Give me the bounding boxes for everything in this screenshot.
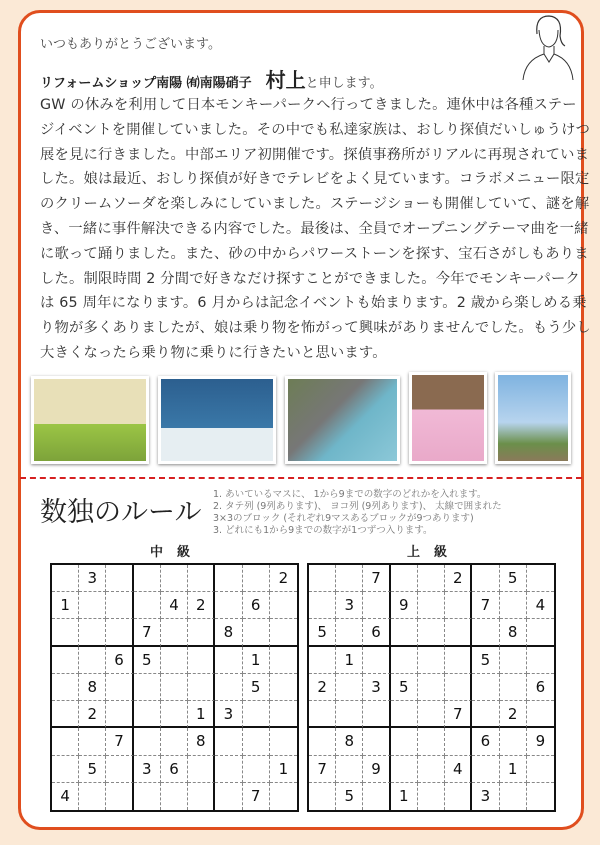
sudoku-empty-cell[interactable] <box>161 674 188 701</box>
sudoku-empty-cell[interactable] <box>336 619 363 646</box>
paragraph-line: した。娘は最近、おしり探偵が好きでテレビをよく見ています。コラボメニュー限定 <box>40 171 590 188</box>
sudoku-given-cell: 1 <box>336 647 363 674</box>
sudoku-given-cell: 5 <box>134 647 161 674</box>
sudoku-given-cell: 1 <box>270 756 297 783</box>
sudoku-given-cell: 6 <box>243 592 270 619</box>
sudoku-empty-cell[interactable] <box>309 783 336 810</box>
sudoku-given-cell: 2 <box>445 565 472 592</box>
photo-stone-search <box>285 376 400 464</box>
sudoku-empty-cell[interactable] <box>527 783 554 810</box>
paragraph-line: 展を見に行きました。中部エリア初開催です。探偵事務所がリアルに再現されていま <box>40 146 590 163</box>
sudoku-empty-cell[interactable] <box>445 728 472 755</box>
sudoku-title: 数独のルール <box>40 497 202 528</box>
sudoku-given-cell: 5 <box>500 565 527 592</box>
level-label-hard: 上級 <box>407 545 462 560</box>
sudoku-empty-cell[interactable] <box>500 728 527 755</box>
sudoku-empty-cell[interactable] <box>188 756 215 783</box>
sudoku-empty-cell[interactable] <box>79 783 106 810</box>
sudoku-empty-cell[interactable] <box>270 647 297 674</box>
rule-line: 1. あいているマスに、 1から9までの数字のどれかを入れます。 <box>213 489 487 500</box>
paragraph-line: は 65 周年になります。6 月からは記念イベントも始まります。2 歳から楽しめる乗 <box>40 295 587 312</box>
paragraph-line: り物が多くありましたが、娘は乗り物を怖がって興味がありませんでした。もう少し <box>40 320 591 337</box>
sudoku-empty-cell[interactable] <box>527 565 554 592</box>
sudoku-empty-cell[interactable] <box>52 647 79 674</box>
sudoku-given-cell: 3 <box>79 565 106 592</box>
sudoku-empty-cell[interactable] <box>391 728 418 755</box>
sudoku-empty-cell[interactable] <box>445 592 472 619</box>
sudoku-empty-cell[interactable] <box>418 756 445 783</box>
sudoku-given-cell: 7 <box>243 783 270 810</box>
sudoku-empty-cell[interactable] <box>188 674 215 701</box>
sudoku-given-cell: 7 <box>134 619 161 646</box>
sudoku-empty-cell[interactable] <box>500 674 527 701</box>
sudoku-empty-cell[interactable] <box>418 619 445 646</box>
sudoku-empty-cell[interactable] <box>472 619 499 646</box>
sudoku-empty-cell[interactable] <box>134 783 161 810</box>
sudoku-given-cell: 3 <box>336 592 363 619</box>
sudoku-empty-cell[interactable] <box>134 674 161 701</box>
sudoku-given-cell: 6 <box>527 674 554 701</box>
sudoku-empty-cell[interactable] <box>270 728 297 755</box>
rule-line: 2. タテ列 (9列あります)、 ヨコ列 (9列あります)、 太線で囲まれた <box>213 501 502 512</box>
sudoku-empty-cell[interactable] <box>418 565 445 592</box>
sudoku-empty-cell[interactable] <box>418 701 445 728</box>
sudoku-given-cell: 5 <box>472 647 499 674</box>
photo-ferris-wheel <box>495 372 571 464</box>
sudoku-empty-cell[interactable] <box>188 647 215 674</box>
sudoku-empty-cell[interactable] <box>106 619 133 646</box>
sudoku-empty-cell[interactable] <box>161 647 188 674</box>
sudoku-empty-cell[interactable] <box>79 647 106 674</box>
sudoku-empty-cell[interactable] <box>391 647 418 674</box>
sudoku-given-cell: 1 <box>243 647 270 674</box>
sudoku-empty-cell[interactable] <box>418 728 445 755</box>
sudoku-empty-cell[interactable] <box>472 674 499 701</box>
sudoku-empty-cell[interactable] <box>215 728 242 755</box>
photo-stage-show <box>158 376 276 464</box>
self-introduction <box>40 64 383 93</box>
sudoku-given-cell: 5 <box>79 756 106 783</box>
sudoku-empty-cell[interactable] <box>215 565 242 592</box>
sudoku-given-cell: 2 <box>188 592 215 619</box>
sudoku-empty-cell[interactable] <box>106 565 133 592</box>
sudoku-empty-cell[interactable] <box>363 728 390 755</box>
sudoku-empty-cell[interactable] <box>79 728 106 755</box>
sudoku-empty-cell[interactable] <box>188 619 215 646</box>
sudoku-empty-cell[interactable] <box>134 592 161 619</box>
sudoku-empty-cell[interactable] <box>336 756 363 783</box>
sudoku-empty-cell[interactable] <box>527 756 554 783</box>
sudoku-empty-cell[interactable] <box>161 728 188 755</box>
sudoku-given-cell: 3 <box>215 701 242 728</box>
sudoku-given-cell: 2 <box>309 674 336 701</box>
sudoku-empty-cell[interactable] <box>500 592 527 619</box>
woman-illustration-icon <box>515 12 577 80</box>
sudoku-empty-cell[interactable] <box>336 674 363 701</box>
sudoku-empty-cell[interactable] <box>79 592 106 619</box>
sudoku-empty-cell[interactable] <box>215 647 242 674</box>
sudoku-given-cell: 8 <box>79 674 106 701</box>
sudoku-empty-cell[interactable] <box>161 619 188 646</box>
sudoku-given-cell: 3 <box>472 783 499 810</box>
sudoku-given-cell: 8 <box>336 728 363 755</box>
sudoku-given-cell: 4 <box>527 592 554 619</box>
sudoku-given-cell: 8 <box>500 619 527 646</box>
photo-detective-office <box>31 376 149 464</box>
sudoku-empty-cell[interactable] <box>243 619 270 646</box>
sudoku-empty-cell[interactable] <box>391 565 418 592</box>
sudoku-empty-cell[interactable] <box>527 619 554 646</box>
paragraph-line: き、一緒に事件解決できる内容でした。最後は、全員でオープニングテーマ曲を一緒 <box>40 220 589 237</box>
sudoku-given-cell: 2 <box>500 701 527 728</box>
sudoku-empty-cell[interactable] <box>472 701 499 728</box>
sudoku-given-cell: 7 <box>106 728 133 755</box>
paragraph-line: GW の休みを利用して日本モンキーパークへ行ってきました。連休中は各種ステー <box>40 97 577 113</box>
sudoku-empty-cell[interactable] <box>215 674 242 701</box>
sudoku-given-cell: 6 <box>363 619 390 646</box>
sudoku-given-cell: 8 <box>215 619 242 646</box>
sudoku-empty-cell[interactable] <box>134 565 161 592</box>
sudoku-empty-cell[interactable] <box>309 728 336 755</box>
sudoku-given-cell: 2 <box>79 701 106 728</box>
sudoku-empty-cell[interactable] <box>243 565 270 592</box>
sudoku-given-cell: 3 <box>134 756 161 783</box>
sudoku-empty-cell[interactable] <box>106 701 133 728</box>
level-label-medium: 中級 <box>150 545 205 560</box>
story-paragraph <box>40 93 591 366</box>
sudoku-empty-cell[interactable] <box>391 756 418 783</box>
sudoku-empty-cell[interactable] <box>418 783 445 810</box>
sudoku-empty-cell[interactable] <box>106 783 133 810</box>
sudoku-empty-cell[interactable] <box>243 756 270 783</box>
sudoku-given-cell: 5 <box>309 619 336 646</box>
sudoku-given-cell: 4 <box>161 592 188 619</box>
sudoku-empty-cell[interactable] <box>270 783 297 810</box>
sudoku-empty-cell[interactable] <box>270 619 297 646</box>
sudoku-empty-cell[interactable] <box>391 619 418 646</box>
sudoku-empty-cell[interactable] <box>243 701 270 728</box>
sudoku-given-cell: 4 <box>52 783 79 810</box>
sudoku-empty-cell[interactable] <box>445 674 472 701</box>
sudoku-empty-cell[interactable] <box>52 701 79 728</box>
sudoku-empty-cell[interactable] <box>215 783 242 810</box>
sudoku-given-cell: 6 <box>106 647 133 674</box>
sudoku-given-cell: 5 <box>336 783 363 810</box>
sudoku-empty-cell[interactable] <box>270 592 297 619</box>
sudoku-given-cell: 9 <box>391 592 418 619</box>
greeting: いつもありがとうございます。 <box>40 37 221 52</box>
sudoku-empty-cell[interactable] <box>52 756 79 783</box>
sudoku-empty-cell[interactable] <box>309 701 336 728</box>
paragraph-line: のクリームソーダを楽しみにしていました。ステージショーも開催していて、謎を解 <box>40 196 590 213</box>
sudoku-empty-cell[interactable] <box>270 674 297 701</box>
sudoku-given-cell: 6 <box>161 756 188 783</box>
sudoku-empty-cell[interactable] <box>243 728 270 755</box>
sudoku-empty-cell[interactable] <box>472 756 499 783</box>
sudoku-given-cell: 9 <box>363 756 390 783</box>
sudoku-given-cell: 7 <box>363 565 390 592</box>
sudoku-empty-cell[interactable] <box>106 674 133 701</box>
sudoku-given-cell: 4 <box>445 756 472 783</box>
sudoku-empty-cell[interactable] <box>161 701 188 728</box>
sudoku-empty-cell[interactable] <box>445 619 472 646</box>
sudoku-empty-cell[interactable] <box>270 701 297 728</box>
rule-line: 3. どれにも1から9までの数字が1つずつ入ります。 <box>213 525 433 536</box>
sudoku-given-cell: 5 <box>391 674 418 701</box>
sudoku-given-cell: 7 <box>445 701 472 728</box>
sudoku-empty-cell[interactable] <box>188 783 215 810</box>
photo-daughter-soda <box>409 372 487 464</box>
author-name: 村上 <box>265 68 306 92</box>
sudoku-empty-cell[interactable] <box>445 783 472 810</box>
sudoku-empty-cell[interactable] <box>336 701 363 728</box>
sudoku-given-cell: 1 <box>52 592 79 619</box>
sudoku-empty-cell[interactable] <box>309 565 336 592</box>
sudoku-empty-cell[interactable] <box>188 565 215 592</box>
sudoku-given-cell: 8 <box>188 728 215 755</box>
sudoku-given-cell: 7 <box>309 756 336 783</box>
sudoku-empty-cell[interactable] <box>134 728 161 755</box>
company-name: リフォームショップ南陽 ㈲南陽硝子 <box>40 76 252 91</box>
sudoku-empty-cell[interactable] <box>391 701 418 728</box>
sudoku-empty-cell[interactable] <box>161 565 188 592</box>
sudoku-given-cell: 9 <box>527 728 554 755</box>
rule-line: 3×3のブロック (それぞれ9マスあるブロックが9つあります) <box>213 513 474 524</box>
section-divider <box>20 477 582 479</box>
sudoku-given-cell: 3 <box>363 674 390 701</box>
sudoku-empty-cell[interactable] <box>161 783 188 810</box>
intro-tail: と申します。 <box>305 76 383 91</box>
sudoku-empty-cell[interactable] <box>134 701 161 728</box>
sudoku-empty-cell[interactable] <box>106 756 133 783</box>
sudoku-empty-cell[interactable] <box>309 592 336 619</box>
sudoku-empty-cell[interactable] <box>52 565 79 592</box>
sudoku-empty-cell[interactable] <box>363 701 390 728</box>
sudoku-empty-cell[interactable] <box>309 647 336 674</box>
sudoku-empty-cell[interactable] <box>445 647 472 674</box>
sudoku-rules <box>213 489 502 537</box>
sudoku-empty-cell[interactable] <box>363 592 390 619</box>
photo-strip <box>0 372 600 464</box>
paragraph-line: ジイベントを開催していました。その中でも私達家族は、おしり探偵だいしゅうけつ <box>40 121 591 138</box>
sudoku-empty-cell[interactable] <box>418 592 445 619</box>
sudoku-empty-cell[interactable] <box>215 756 242 783</box>
sudoku-empty-cell[interactable] <box>418 674 445 701</box>
sudoku-given-cell: 2 <box>270 565 297 592</box>
sudoku-empty-cell[interactable] <box>52 619 79 646</box>
sudoku-empty-cell[interactable] <box>363 783 390 810</box>
sudoku-given-cell: 1 <box>391 783 418 810</box>
sudoku-empty-cell[interactable] <box>527 647 554 674</box>
sudoku-empty-cell[interactable] <box>418 647 445 674</box>
sudoku-empty-cell[interactable] <box>363 647 390 674</box>
sudoku-given-cell: 5 <box>243 674 270 701</box>
sudoku-given-cell: 6 <box>472 728 499 755</box>
paragraph-line: に歌って踊りました。また、砂の中からパワーストーンを探す、宝石さがしもありま <box>40 245 589 262</box>
sudoku-empty-cell[interactable] <box>215 592 242 619</box>
sudoku-empty-cell[interactable] <box>527 701 554 728</box>
sudoku-empty-cell[interactable] <box>79 619 106 646</box>
sudoku-empty-cell[interactable] <box>500 783 527 810</box>
sudoku-given-cell: 1 <box>188 701 215 728</box>
sudoku-empty-cell[interactable] <box>472 565 499 592</box>
paragraph-line: した。制限時間 2 分間で好きなだけ探すことができました。今年でモンキーパーク <box>40 270 580 287</box>
sudoku-given-cell: 7 <box>472 592 499 619</box>
sudoku-empty-cell[interactable] <box>106 592 133 619</box>
sudoku-empty-cell[interactable] <box>336 565 363 592</box>
sudoku-given-cell: 1 <box>500 756 527 783</box>
sudoku-grid-medium <box>50 563 299 812</box>
sudoku-grid-hard <box>307 563 556 812</box>
paragraph-line: 大きくなったら乗り物に乗りに行きたいと思います。 <box>40 344 387 361</box>
sudoku-empty-cell[interactable] <box>52 728 79 755</box>
sudoku-empty-cell[interactable] <box>52 674 79 701</box>
sudoku-empty-cell[interactable] <box>500 647 527 674</box>
